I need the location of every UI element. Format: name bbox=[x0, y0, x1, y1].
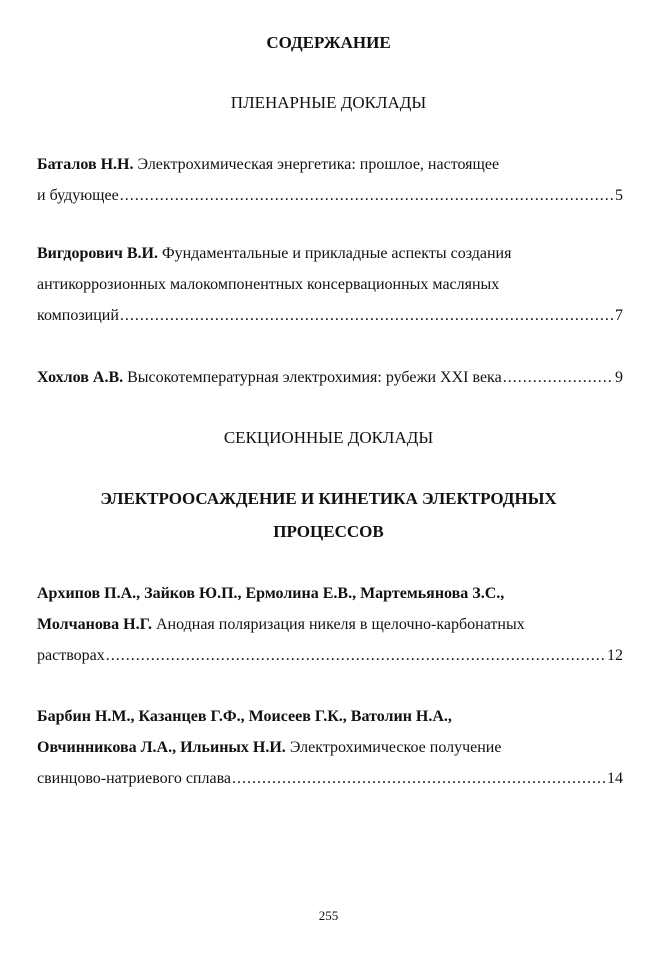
plenary-section-heading: ПЛЕНАРНЫЕ ДОКЛАДЫ bbox=[230, 93, 427, 112]
toc-entry-line bbox=[37, 732, 623, 763]
toc-entry-title: Анодная поляризация никеля в щелочно-карбонатных bbox=[155, 616, 525, 633]
subsection-title-line-2: ПРОЦЕССОВ bbox=[273, 522, 384, 541]
toc-entry-title-end: растворах bbox=[37, 647, 105, 664]
toc-entry-title: Фундаментальные и прикладные аспекты создания bbox=[161, 245, 512, 262]
toc-entry-page: 14 bbox=[607, 770, 623, 787]
toc-entry bbox=[37, 149, 623, 211]
toc-entry-line bbox=[37, 149, 623, 180]
toc-entry-title-end: и будующее bbox=[37, 187, 119, 204]
toc-entry-title-end: композиций bbox=[37, 307, 119, 324]
toc-entry-authors: Хохлов А.В. bbox=[37, 369, 124, 386]
toc-entry bbox=[37, 701, 623, 794]
toc-entry-text bbox=[37, 362, 502, 393]
sectional-section-heading: СЕКЦИОННЫЕ ДОКЛАДЫ bbox=[223, 428, 434, 447]
toc-entry-last-line bbox=[37, 763, 623, 794]
contents-title: СОДЕРЖАНИЕ bbox=[266, 33, 391, 52]
toc-entry-line bbox=[37, 238, 623, 269]
toc-entry-last-line bbox=[37, 640, 623, 671]
toc-entry-page: 9 bbox=[615, 369, 623, 386]
toc-entry-authors: Вигдорович В.И. bbox=[37, 245, 158, 262]
toc-entry-line bbox=[37, 609, 623, 640]
dot-leader bbox=[120, 300, 614, 331]
toc-entry-authors: Баталов Н.Н. bbox=[37, 156, 134, 173]
toc-entry-page: 12 bbox=[607, 647, 623, 664]
toc-entry-title: Высокотемпературная электрохимия: рубежи XXI века bbox=[127, 369, 502, 386]
toc-entry-page: 7 bbox=[615, 307, 623, 324]
toc-entry-authors-cont: Молчанова Н.Г. bbox=[37, 616, 152, 633]
toc-entry-authors-cont: Овчинникова Л.А., Ильиных Н.И. bbox=[37, 739, 286, 756]
page-number: 255 bbox=[318, 908, 339, 923]
toc-entry-authors: Барбин Н.М., Казанцев Г.Ф., Моисеев Г.К., Ватолин Н.А., bbox=[37, 708, 452, 725]
toc-entry-page: 5 bbox=[615, 187, 623, 204]
toc-entry-authors: Архипов П.А., Зайков Ю.П., Ермолина Е.В., Мартемьянова З.С., bbox=[37, 585, 505, 602]
toc-entry-title: Электрохимическая энергетика: прошлое, настоящее bbox=[137, 156, 500, 173]
toc-entry bbox=[37, 238, 623, 331]
toc-entry-line: антикоррозионных малокомпонентных консервационных масляных bbox=[37, 276, 500, 293]
toc-entry-last-line bbox=[37, 300, 623, 331]
dot-leader bbox=[503, 362, 614, 393]
toc-entry-last-line bbox=[37, 180, 623, 211]
dot-leader bbox=[232, 763, 606, 794]
toc-entry bbox=[37, 362, 623, 393]
dot-leader bbox=[120, 180, 614, 211]
dot-leader bbox=[106, 640, 606, 671]
toc-entry-title-end: свинцово-натриевого сплава bbox=[37, 770, 232, 787]
subsection-title-line-1: ЭЛЕКТРООСАЖДЕНИЕ И КИНЕТИКА ЭЛЕКТРОДНЫХ bbox=[100, 489, 557, 508]
toc-entry-last-line bbox=[37, 362, 623, 393]
toc-entry bbox=[37, 578, 623, 671]
toc-entry-title: Электрохимическое получение bbox=[289, 739, 502, 756]
